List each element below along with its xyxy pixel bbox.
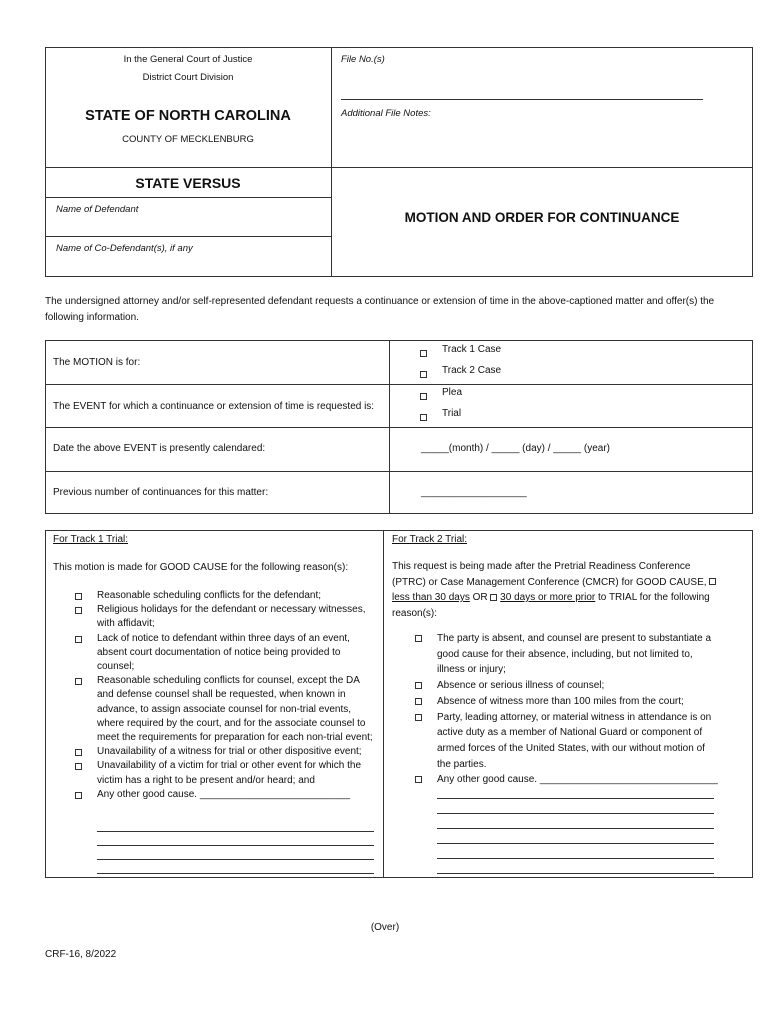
track2-reason-item[interactable] bbox=[415, 631, 721, 678]
track2-reason-checkbox[interactable] bbox=[415, 776, 422, 783]
blank-line[interactable] bbox=[437, 784, 714, 799]
track2-intro-text: This request is being made after the Pretrial Readiness Conference (PTRC) or Case Management Conference (CMCR) for GOOD CAUSE, bbox=[392, 561, 707, 588]
track2-reason-checkbox[interactable] bbox=[415, 714, 422, 721]
blank-line[interactable] bbox=[437, 859, 714, 874]
track1-reason-checkbox[interactable] bbox=[75, 636, 82, 643]
blank-line[interactable] bbox=[97, 818, 374, 832]
trial-label: Trial bbox=[442, 408, 462, 419]
state-versus-rule bbox=[45, 197, 331, 198]
track1-heading: For Track 1 Trial: bbox=[53, 534, 129, 545]
track2-intro bbox=[392, 559, 722, 621]
track1-intro: This motion is made for GOOD CAUSE for the following reason(s): bbox=[53, 562, 349, 573]
track1-reason-text: Reasonable scheduling conflicts for counsel, except the DA and defense counsel shall be requested, when known in advance, to assign associate counsel for non-trial events, where required by the court, and for the associate counsel to meet the requirements for preparation for each non-trial event; bbox=[97, 675, 373, 744]
track2-heading: For Track 2 Trial: bbox=[392, 534, 468, 545]
track2-reason-text: Party, leading attorney, or material witness in attendance is on active duty as a member of National Guard or component of armed forces of the United States, with our without motion of the parties. bbox=[437, 711, 712, 770]
track1-reason-checkbox[interactable] bbox=[75, 749, 82, 756]
track1-case-checkbox[interactable] bbox=[420, 350, 427, 357]
track2-reason-item[interactable] bbox=[415, 694, 721, 710]
track1-reason-item[interactable] bbox=[75, 788, 377, 802]
track1-reason-item[interactable] bbox=[75, 632, 377, 675]
trial-option[interactable] bbox=[420, 406, 720, 422]
track1-case-label: Track 1 Case bbox=[442, 344, 502, 355]
file-notes-label: Additional File Notes: bbox=[341, 108, 431, 119]
blank-line[interactable] bbox=[97, 832, 374, 846]
track1-reason-item[interactable] bbox=[75, 745, 377, 759]
form-title: MOTION AND ORDER FOR CONTINUANCE bbox=[404, 210, 680, 225]
previous-continuances-label: Previous number of continuances for this matter: bbox=[53, 487, 269, 498]
track2-case-label: Track 2 Case bbox=[442, 365, 502, 376]
track2-other-cause-lines[interactable] bbox=[437, 784, 714, 874]
track1-reason-text: Any other good cause. ___________________________ bbox=[97, 788, 351, 800]
track2-reason-text: Absence or serious illness of counsel; bbox=[437, 680, 605, 692]
track1-reason-item[interactable] bbox=[75, 589, 377, 603]
track1-case-option[interactable] bbox=[420, 342, 720, 358]
over-indicator: (Over) bbox=[370, 922, 400, 933]
track1-reason-text: Reasonable scheduling conflicts for the defendant; bbox=[97, 590, 322, 601]
blank-line[interactable] bbox=[437, 829, 714, 844]
codefendant-name-label: Name of Co-Defendant(s), if any bbox=[56, 243, 193, 254]
state-versus-title: STATE VERSUS bbox=[135, 175, 241, 191]
file-no-label: File No.(s) bbox=[341, 54, 385, 65]
trial-checkbox[interactable] bbox=[420, 414, 427, 421]
track2-reason-text: Any other good cause. ________________________________ bbox=[437, 774, 718, 786]
blank-line[interactable] bbox=[437, 814, 714, 829]
track2-case-option[interactable] bbox=[420, 363, 720, 379]
track1-reason-text: Religious holidays for the defendant or necessary witnesses, with affidavit; bbox=[97, 604, 366, 630]
form-id: CRF-16, 8/2022 bbox=[45, 949, 117, 960]
track1-reason-text: Unavailability of a witness for trial or other dispositive event; bbox=[97, 746, 362, 758]
or-label: OR bbox=[472, 592, 488, 603]
event-label: The EVENT for which a continuance or extension of time is requested is: bbox=[53, 401, 375, 412]
defendant-field-rule[interactable] bbox=[45, 236, 331, 237]
track1-reason-checkbox[interactable] bbox=[75, 763, 82, 770]
less-than-30-days-label: less than 30 days bbox=[392, 592, 470, 603]
blank-line[interactable] bbox=[437, 844, 714, 859]
calendared-date-label: Date the above EVENT is presently calendared: bbox=[53, 443, 266, 454]
calendared-date-field[interactable]: _____(month) / _____ (day) / _____ (year) bbox=[421, 443, 610, 454]
court-division: District Court Division bbox=[142, 72, 234, 83]
plea-label: Plea bbox=[442, 387, 463, 398]
track-reasons-divider bbox=[383, 530, 384, 878]
track2-reason-text: The party is absent, and counsel are present to substantiate a good cause for their absence, including, but not limited to, illness or injury; bbox=[437, 633, 712, 676]
track2-intro-tail: to TRIAL for the following reason(s): bbox=[392, 592, 710, 619]
track1-reason-item[interactable] bbox=[75, 759, 377, 787]
track1-reason-checkbox[interactable] bbox=[75, 678, 82, 685]
plea-option[interactable] bbox=[420, 385, 720, 401]
motion-table-row-rule-3 bbox=[45, 471, 753, 472]
track1-reason-item[interactable] bbox=[75, 603, 377, 631]
track1-reason-item[interactable] bbox=[75, 674, 377, 745]
motion-table-row-rule-2 bbox=[45, 427, 753, 428]
plea-checkbox[interactable] bbox=[420, 393, 427, 400]
track2-reason-list bbox=[415, 631, 721, 788]
track1-reason-checkbox[interactable] bbox=[75, 593, 82, 600]
track2-reason-checkbox[interactable] bbox=[415, 698, 422, 705]
defendant-name-label: Name of Defendant bbox=[56, 204, 139, 215]
track1-other-cause-lines[interactable] bbox=[97, 818, 374, 874]
file-no-line[interactable] bbox=[341, 99, 703, 100]
track1-reason-checkbox[interactable] bbox=[75, 792, 82, 799]
blank-line[interactable] bbox=[97, 860, 374, 874]
track1-reason-list bbox=[75, 589, 377, 802]
state-title: STATE OF NORTH CAROLINA bbox=[85, 108, 291, 124]
track2-reason-item[interactable] bbox=[415, 678, 721, 694]
30-days-or-more-label: 30 days or more prior bbox=[500, 592, 596, 603]
track2-reason-item[interactable] bbox=[415, 710, 721, 773]
previous-continuances-field[interactable]: ___________________ bbox=[421, 487, 527, 498]
track1-reason-text: Unavailability of a victim for trial or other event for which the victim has a right to be present and/or heard; and bbox=[97, 760, 361, 786]
track2-case-checkbox[interactable] bbox=[420, 371, 427, 378]
blank-line[interactable] bbox=[437, 799, 714, 814]
track1-reason-text: Lack of notice to defendant within three days of an event, absent court documentation of notice being provided to counsel; bbox=[97, 632, 350, 673]
30-days-or-more-checkbox[interactable] bbox=[490, 594, 497, 601]
motion-for-label: The MOTION is for: bbox=[53, 357, 141, 368]
track2-reason-text: Absence of witness more than 100 miles from the court; bbox=[437, 695, 684, 707]
track1-reason-checkbox[interactable] bbox=[75, 607, 82, 614]
less-than-30-days-checkbox[interactable] bbox=[709, 578, 716, 585]
county-label: COUNTY OF MECKLENBURG bbox=[122, 134, 254, 145]
intro-paragraph: The undersigned attorney and/or self-represented defendant requests a continuance or extension of time in the above-captioned matter and offer(s) the following information. bbox=[45, 296, 715, 323]
blank-line[interactable] bbox=[97, 846, 374, 860]
track2-reason-checkbox[interactable] bbox=[415, 682, 422, 689]
track2-reason-checkbox[interactable] bbox=[415, 635, 422, 642]
court-line: In the General Court of Justice bbox=[123, 54, 253, 65]
